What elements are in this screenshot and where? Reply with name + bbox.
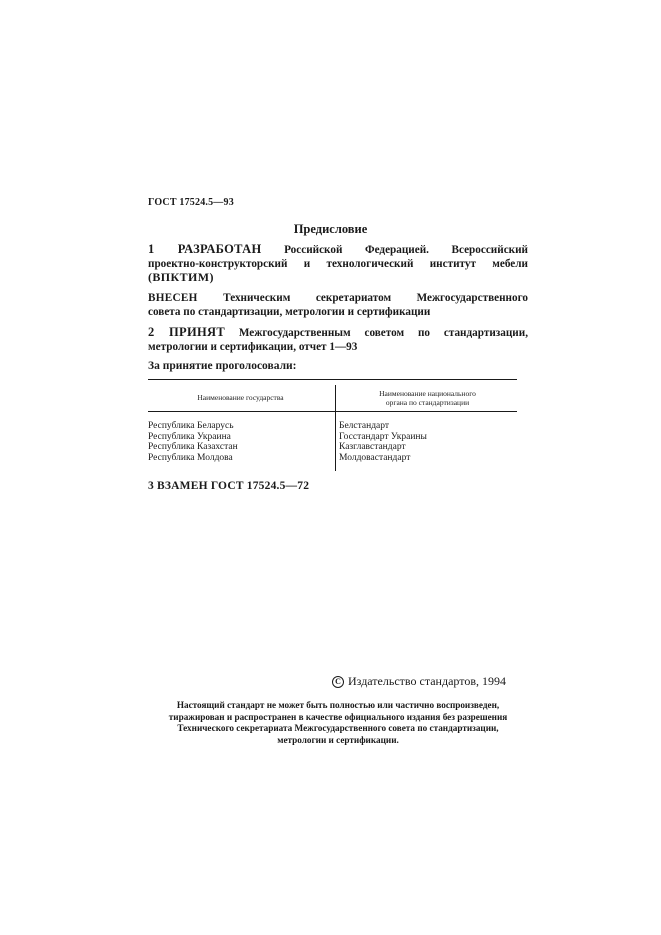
paragraph-lead: 1 РАЗРАБОТАН <box>148 242 262 256</box>
copyright-notice <box>148 700 528 746</box>
notice-line: Настоящий стандарт не может быть полностью или частично воспроизведен, <box>176 700 500 710</box>
table-cell-state: Республика Беларусь <box>148 421 234 431</box>
paragraph-line: метрологии и сертификации, отчет 1—93 <box>148 340 358 353</box>
page-title: Предисловие <box>293 222 368 236</box>
notice-line: Технического секретариата Межгосударственного совета по стандартизации, <box>177 723 499 733</box>
paragraph-developed <box>148 243 528 285</box>
table-cell-state: Республика Молдова <box>148 452 233 463</box>
table-column-states <box>148 421 238 463</box>
paragraph-lead: ВНЕСЕН <box>148 292 198 304</box>
table-cell-body: Госстандарт Украины <box>339 431 427 442</box>
table-cell-state: Республика Казахстан <box>148 442 238 452</box>
paragraph-line: проектно-конструкторский и технологический институт мебели <box>148 257 528 270</box>
table-header-rule <box>148 411 517 412</box>
table-cell-body: Казглавстандарт <box>339 442 406 452</box>
paragraph-introduced <box>148 292 528 319</box>
voting-table <box>148 379 517 471</box>
notice-line: тиражирован и распространен в качестве официального издания без разрешения <box>168 711 508 722</box>
table-header-line: Наименование национального <box>379 389 476 398</box>
paragraph-line <box>148 292 528 306</box>
table-column-bodies <box>339 421 427 463</box>
paragraph-text: Межгосударственным советом по стандартизации, <box>225 327 528 339</box>
table-top-rule <box>148 379 517 380</box>
voted-label: За принятие проголосовали: <box>148 360 297 372</box>
table-column-divider <box>335 385 336 471</box>
paragraph-text: Российской Федерацией. Всероссийский <box>261 244 528 256</box>
table-header-line: органа по стандартизации <box>385 398 470 407</box>
paragraph-adopted <box>148 326 528 354</box>
table-cell-body: Молдовастандарт <box>339 452 411 463</box>
publisher-line <box>332 674 506 689</box>
publisher-text: Издательство стандартов, 1994 <box>348 674 506 688</box>
paragraph-lead: 2 ПРИНЯТ <box>148 325 225 339</box>
paragraph-text: Техническим секретариатом Межгосударственного <box>197 292 528 304</box>
paragraph-line <box>148 243 528 258</box>
table-header-body <box>338 389 517 407</box>
paragraph-line: совета по стандартизации, метрологии и сертификации <box>148 305 431 318</box>
notice-line: метрологии и сертификации. <box>277 734 399 745</box>
paragraph-line: (ВПКТИМ) <box>148 270 214 284</box>
replaced-standard: 3 ВЗАМЕН ГОСТ 17524.5—72 <box>148 480 310 492</box>
table-cell-state: Республика Украина <box>148 431 231 442</box>
table-cell-body: Белстандарт <box>339 421 390 431</box>
table-header-state: Наименование государства <box>197 393 284 402</box>
copyright-icon: C <box>332 676 344 688</box>
paragraph-line <box>148 326 528 341</box>
document-code: ГОСТ 17524.5—93 <box>148 197 234 208</box>
